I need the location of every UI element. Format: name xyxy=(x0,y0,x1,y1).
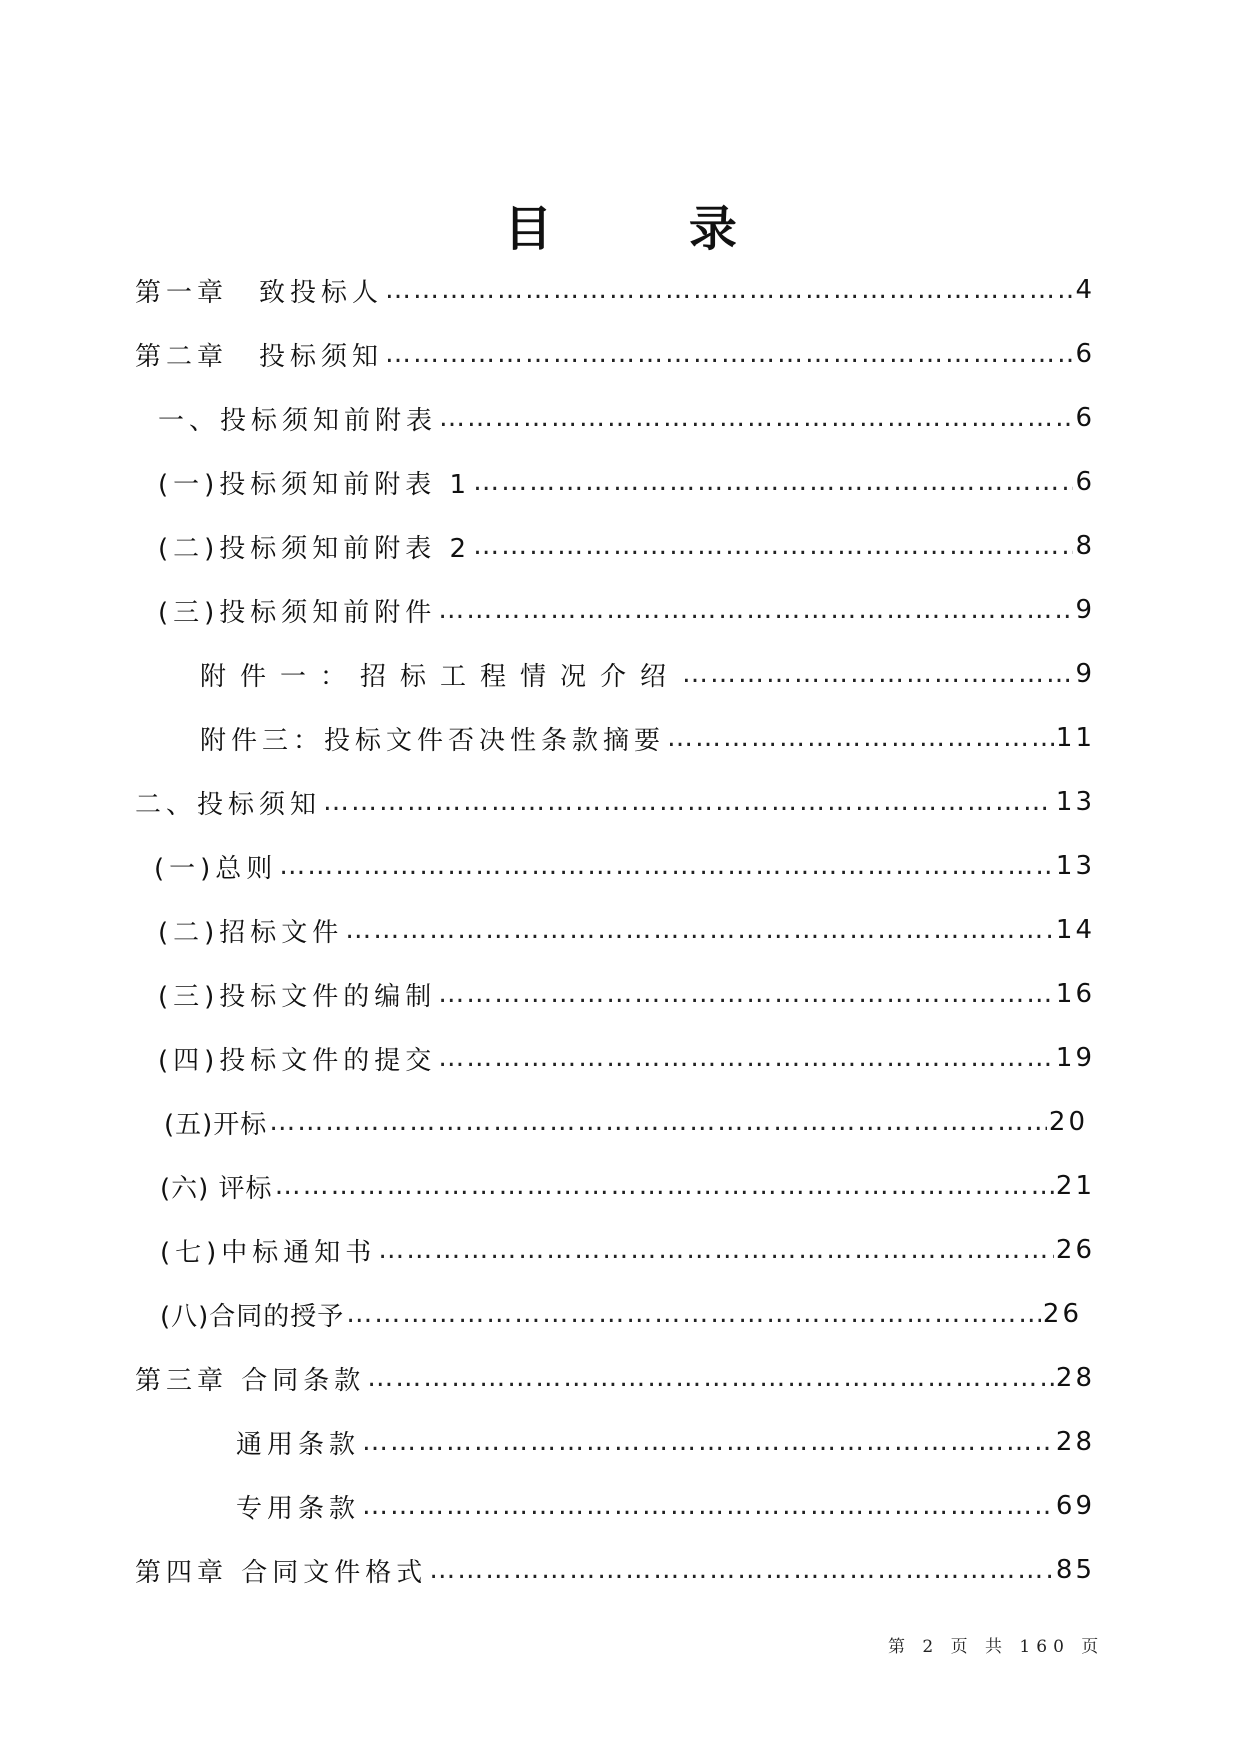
toc-entry-page: 28 xyxy=(1055,1427,1095,1457)
toc-entry-page: 6 xyxy=(1075,339,1095,369)
toc-leader-dots xyxy=(367,1363,1054,1393)
toc-entry-label: (一)总则 xyxy=(154,853,278,884)
toc-entry-subsection[interactable] xyxy=(158,1038,1095,1078)
toc-entry-label: (六) 评标 xyxy=(160,1173,273,1204)
toc-entry-clause[interactable] xyxy=(236,1422,1095,1462)
toc-entry-label: (一)投标须知前附表 1 xyxy=(158,469,472,500)
toc-entry-page: 26 xyxy=(1055,1235,1095,1265)
toc-entry-page: 13 xyxy=(1055,851,1095,881)
toc-entry-page: 4 xyxy=(1075,275,1095,305)
toc-leader-dots xyxy=(345,915,1054,945)
toc-entry-section-2[interactable] xyxy=(135,782,1095,822)
toc-leader-dots xyxy=(473,467,1073,497)
toc-entry-page: 6 xyxy=(1075,403,1095,433)
toc-entry-page: 11 xyxy=(1055,723,1095,753)
toc-entry-page: 9 xyxy=(1075,659,1095,689)
toc-entry-label: 二、投标须知 xyxy=(135,789,322,820)
toc-entry-label: 第一章 致投标人 xyxy=(135,277,384,308)
toc-entry-label: 附件一：招标工程情况介绍 xyxy=(200,661,681,692)
toc-entry-chapter-2[interactable] xyxy=(135,334,1095,374)
toc-entry-label: (三)投标文件的编制 xyxy=(158,981,437,1012)
toc-leader-dots xyxy=(438,595,1073,625)
toc-leader-dots xyxy=(473,531,1073,561)
toc-entry-label: (二)投标须知前附表 2 xyxy=(158,533,472,564)
toc-leader-dots xyxy=(323,787,1054,817)
toc-entry-chapter-1[interactable] xyxy=(135,270,1095,310)
toc-entry-clause[interactable] xyxy=(236,1486,1095,1526)
toc-leader-dots xyxy=(385,275,1073,305)
page-title: 目 录 xyxy=(504,201,797,257)
toc-entry-subsection[interactable] xyxy=(158,462,1095,502)
toc-entry-label: (七)中标通知书 xyxy=(160,1237,377,1268)
toc-leader-dots xyxy=(667,723,1054,753)
toc-entry-label: 第四章 合同文件格式 xyxy=(135,1557,428,1588)
toc-entry-label: 附件三：投标文件否决性条款摘要 xyxy=(200,725,666,756)
toc-entry-label: 一、投标须知前附表 xyxy=(158,405,438,436)
toc-entry-label: 第二章 投标须知 xyxy=(135,341,384,372)
toc-leader-dots xyxy=(438,1043,1054,1073)
toc-entry-page: 6 xyxy=(1075,467,1095,497)
toc-entry-appendix[interactable] xyxy=(200,654,1095,694)
toc-leader-dots xyxy=(439,403,1073,433)
toc-entry-label: (三)投标须知前附件 xyxy=(158,597,437,628)
toc-entry-label: (二)招标文件 xyxy=(158,917,344,948)
toc-entry-subsection[interactable] xyxy=(160,1166,1095,1206)
toc-leader-dots xyxy=(438,979,1054,1009)
toc-entry-section-1[interactable] xyxy=(158,398,1095,438)
toc-entry-label: (五)开标 xyxy=(164,1109,268,1140)
toc-leader-dots xyxy=(269,1107,1047,1137)
toc-leader-dots xyxy=(378,1235,1054,1265)
toc-entry-label: (八)合同的授予 xyxy=(160,1301,345,1332)
toc-entry-appendix[interactable] xyxy=(200,718,1095,758)
toc-entry-subsection[interactable] xyxy=(158,910,1095,950)
toc-entry-page: 20 xyxy=(1048,1107,1088,1137)
toc-entry-subsection[interactable] xyxy=(160,1294,1082,1334)
toc-entry-page: 9 xyxy=(1075,595,1095,625)
toc-leader-dots xyxy=(346,1299,1041,1329)
toc-entry-label: (四)投标文件的提交 xyxy=(158,1045,437,1076)
toc-entry-label: 通用条款 xyxy=(236,1429,361,1460)
toc-leader-dots xyxy=(429,1555,1054,1585)
toc-entry-page: 26 xyxy=(1042,1299,1082,1329)
toc-leader-dots xyxy=(279,851,1054,881)
toc-entry-page: 19 xyxy=(1055,1043,1095,1073)
toc-leader-dots xyxy=(385,339,1073,369)
toc-entry-subsection[interactable] xyxy=(154,846,1095,886)
toc-leader-dots xyxy=(682,659,1073,689)
toc-entry-label: 专用条款 xyxy=(236,1493,361,1524)
toc-entry-subsection[interactable] xyxy=(164,1102,1088,1142)
toc-entry-page: 85 xyxy=(1055,1555,1095,1585)
toc-entry-page: 69 xyxy=(1055,1491,1095,1521)
toc-entry-page: 21 xyxy=(1055,1171,1095,1201)
toc-entry-chapter-3[interactable] xyxy=(135,1358,1095,1398)
toc-entry-label: 第三章 合同条款 xyxy=(135,1365,366,1396)
toc-entry-chapter-4[interactable] xyxy=(135,1550,1095,1590)
toc-leader-dots xyxy=(362,1427,1054,1457)
toc-entry-page: 8 xyxy=(1075,531,1095,561)
toc-entry-page: 13 xyxy=(1055,787,1095,817)
toc-entry-subsection[interactable] xyxy=(158,590,1095,630)
toc-entry-subsection[interactable] xyxy=(160,1230,1095,1270)
toc-entry-page: 14 xyxy=(1055,915,1095,945)
toc-leader-dots xyxy=(275,1171,1054,1201)
toc-entry-page: 16 xyxy=(1055,979,1095,1009)
page-footer: 第 2 页 共 160 页 xyxy=(888,1637,1105,1657)
toc-entry-subsection[interactable] xyxy=(158,526,1095,566)
toc-entry-page: 28 xyxy=(1055,1363,1095,1393)
toc-entry-subsection[interactable] xyxy=(158,974,1095,1014)
toc-leader-dots xyxy=(362,1491,1054,1521)
